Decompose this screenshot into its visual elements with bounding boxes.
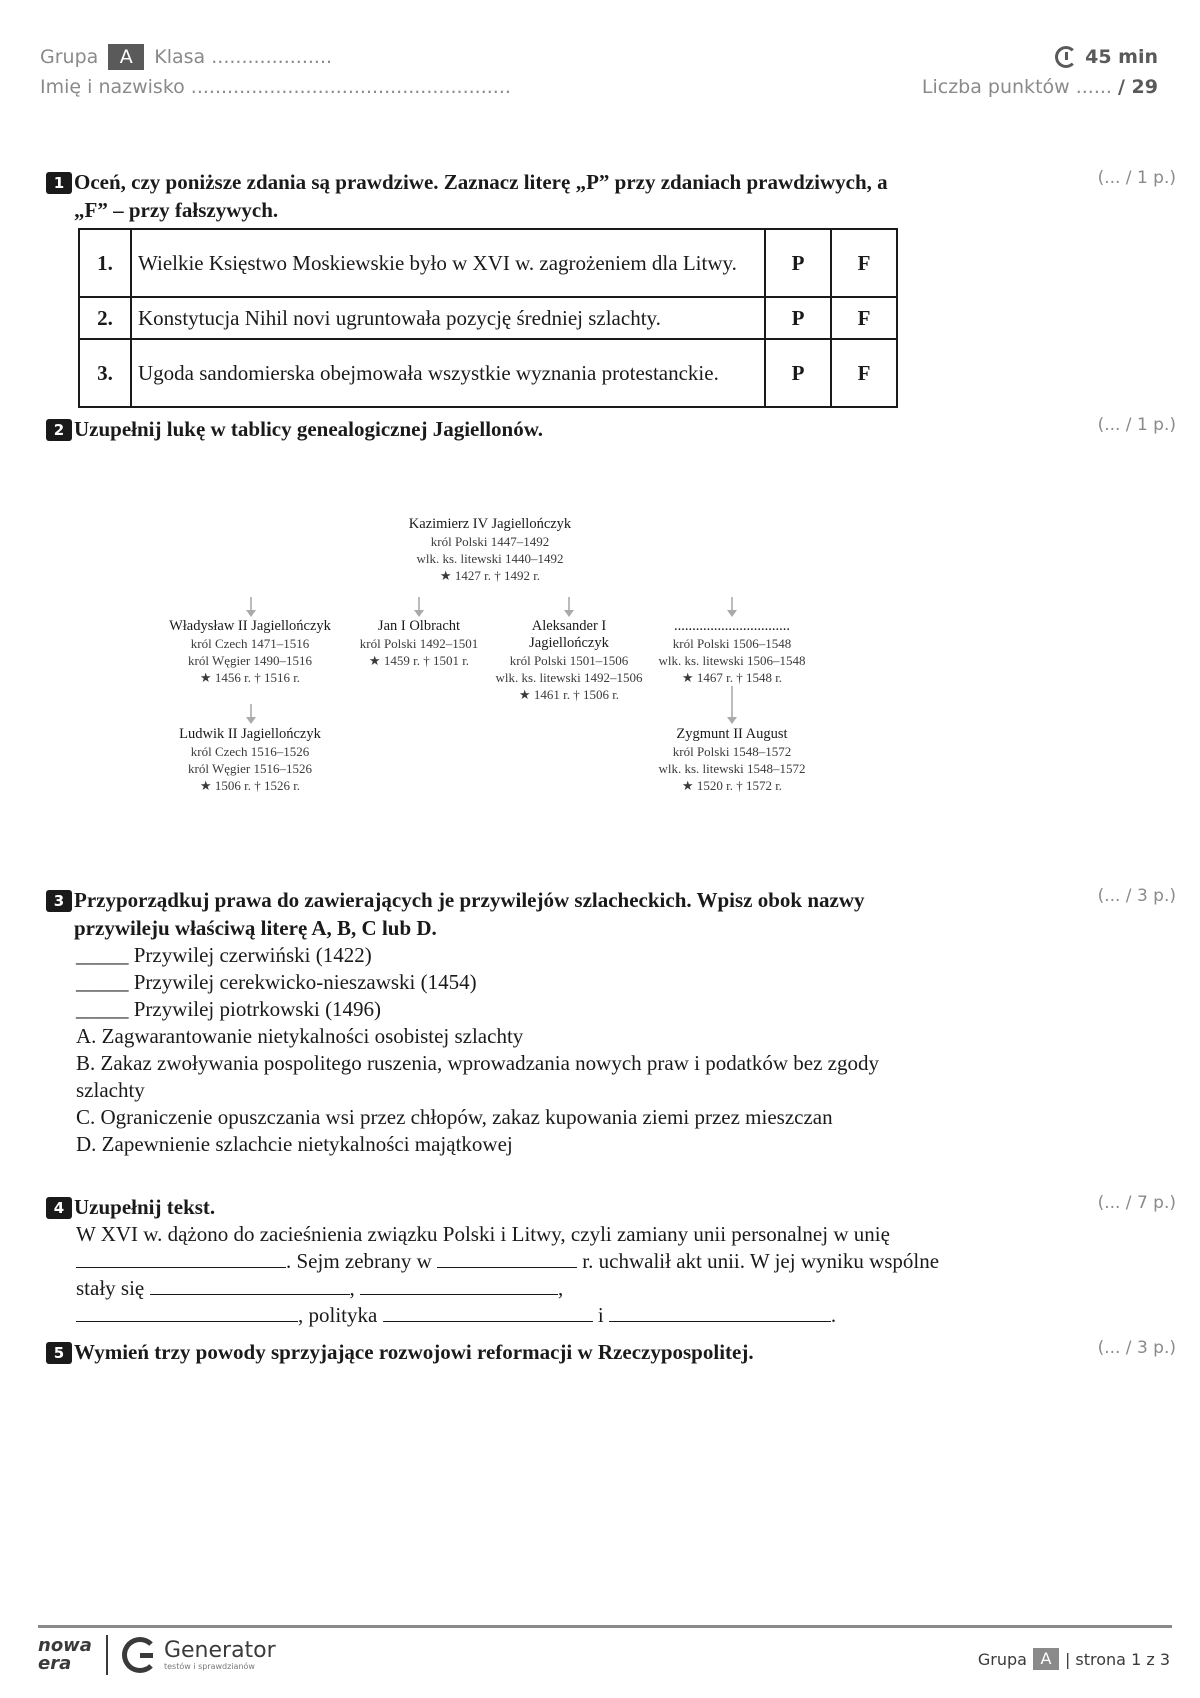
clock-icon xyxy=(1055,46,1077,68)
node-name: Aleksander I Jagiellończyk xyxy=(529,618,609,651)
privilege-item[interactable]: _____ Przywilej piotrkowski (1496) xyxy=(76,997,382,1021)
privilege-item[interactable]: _____ Przywilej czerwiński (1422) xyxy=(76,943,372,967)
task-4 xyxy=(46,1193,1176,1329)
privilege-list xyxy=(76,942,946,1158)
nowa-era-logo xyxy=(38,1637,92,1673)
task-number: 2 xyxy=(46,419,72,441)
node-line: król Polski 1447–1492 xyxy=(430,534,550,549)
time-row xyxy=(922,42,1158,72)
brand-line: era xyxy=(38,1653,72,1674)
text-segment: , xyxy=(349,1276,355,1300)
table-row xyxy=(79,297,897,339)
node-line: król Polski 1492–1501 xyxy=(359,636,479,651)
node-line: ★ 1461 r. † 1506 r. xyxy=(518,687,620,702)
footer-group-label: Grupa xyxy=(977,1649,1027,1669)
true-false-table xyxy=(78,228,898,408)
node-line: król Czech 1516–1526 xyxy=(190,744,310,759)
points-total: / 29 xyxy=(1118,76,1158,98)
node-line: wlk. ks. litewski 1440–1492 xyxy=(416,551,564,566)
option-item: D. Zapewnienie szlachcie nietykalności majątkowej xyxy=(76,1132,513,1156)
task-question: Uzupełnij lukę w tablicy genealogicznej Jagiellonów. xyxy=(74,417,543,441)
node-line: wlk. ks. litewski 1506–1548 xyxy=(658,653,806,668)
arrow-icon xyxy=(731,597,733,611)
footer-logo xyxy=(38,1635,276,1675)
points-label: Liczba punktów ...... xyxy=(921,76,1118,98)
blank-field[interactable] xyxy=(383,1304,593,1322)
time-value: 45 min xyxy=(1085,46,1158,68)
node-line: wlk. ks. litewski 1548–1572 xyxy=(658,761,806,776)
task-score: (... / 1 p.) xyxy=(1097,168,1176,188)
node-line: król Polski 1501–1506 xyxy=(509,653,629,668)
answer-f[interactable]: F xyxy=(831,339,897,407)
points-row xyxy=(922,72,1158,102)
task-1 xyxy=(46,168,1176,408)
header-right xyxy=(922,42,1158,102)
task-5 xyxy=(46,1338,1176,1366)
blank-field[interactable] xyxy=(150,1277,350,1295)
text-segment: , polityka xyxy=(298,1303,378,1327)
row-index: 3. xyxy=(79,339,131,407)
group-badge: A xyxy=(108,44,144,70)
blank-field[interactable] xyxy=(360,1277,558,1295)
generator-subtitle: testów i sprawdzianów xyxy=(163,1661,255,1671)
name-row xyxy=(40,72,511,102)
node-zygmunt-august xyxy=(646,726,818,794)
answer-f[interactable]: F xyxy=(831,297,897,339)
node-line: wlk. ks. litewski 1492–1506 xyxy=(495,670,643,685)
node-line: ★ 1520 r. † 1572 r. xyxy=(681,778,783,793)
footer-divider xyxy=(38,1625,1172,1628)
text-segment: i xyxy=(597,1303,604,1327)
generator-title: Generator xyxy=(163,1637,276,1663)
row-index: 1. xyxy=(79,229,131,297)
row-statement: Konstytucja Nihil novi ugruntowała pozycję średniej szlachty. xyxy=(131,297,765,339)
node-line: ★ 1506 r. † 1526 r. xyxy=(199,778,301,793)
group-row xyxy=(40,42,511,72)
page-number: | strona 1 z 3 xyxy=(1064,1649,1170,1669)
answer-p[interactable]: P xyxy=(765,229,831,297)
node-aleksander xyxy=(492,618,646,703)
task-2 xyxy=(46,415,1176,443)
node-ludwik xyxy=(155,726,345,794)
text-segment: , xyxy=(558,1276,564,1300)
text-segment: . Sejm zebrany w xyxy=(286,1249,432,1273)
arrow-icon xyxy=(568,597,570,611)
footer-page-info xyxy=(978,1648,1170,1670)
node-name: Ludwik II Jagiellończyk xyxy=(179,726,321,742)
node-jan-olbracht xyxy=(350,618,488,669)
footer-group-badge: A xyxy=(1033,1648,1059,1670)
task-number: 3 xyxy=(46,890,72,912)
blank-field[interactable] xyxy=(437,1250,577,1268)
arrow-icon xyxy=(250,597,252,611)
text-segment: W XVI w. dążono do zacieśnienia związku Polski i Litwy, czyli zamiany unii personalnej w unię xyxy=(76,1222,890,1246)
arrow-icon xyxy=(418,597,420,611)
node-line: król Polski 1548–1572 xyxy=(672,744,792,759)
table-row xyxy=(79,229,897,297)
row-statement: Ugoda sandomierska obejmowała wszystkie wyznania protestanckie. xyxy=(131,339,765,407)
task-number: 4 xyxy=(46,1197,72,1219)
task-score: (... / 1 p.) xyxy=(1097,415,1176,435)
gap-blank[interactable]: ................................ xyxy=(674,618,790,634)
answer-p[interactable]: P xyxy=(765,339,831,407)
answer-p[interactable]: P xyxy=(765,297,831,339)
task-question: Uzupełnij tekst. xyxy=(74,1195,216,1219)
privilege-item[interactable]: _____ Przywilej cerekwicko-nieszawski (1454) xyxy=(76,970,477,994)
option-item: A. Zagwarantowanie nietykalności osobistej szlachty xyxy=(76,1024,524,1048)
node-line: król Węgier 1490–1516 xyxy=(188,653,312,668)
blank-field[interactable] xyxy=(76,1250,286,1268)
arrow-icon xyxy=(731,686,733,718)
node-line: ★ 1427 r. † 1492 r. xyxy=(439,568,541,583)
task-score: (... / 3 p.) xyxy=(1097,1338,1176,1358)
text-segment: . xyxy=(830,1303,837,1327)
text-segment: r. uchwalił akt unii. W jej wyniku wspólne stały się xyxy=(76,1249,940,1300)
option-item: C. Ograniczenie opuszczania wsi przez chłopów, zakaz kupowania ziemi przez mieszczan xyxy=(76,1105,833,1129)
answer-f[interactable]: F xyxy=(831,229,897,297)
table-row xyxy=(79,339,897,407)
logo-divider xyxy=(106,1635,108,1675)
task-number: 1 xyxy=(46,172,72,194)
row-statement: Wielkie Księstwo Moskiewskie było w XVI w. zagrożeniem dla Litwy. xyxy=(131,229,765,297)
node-wladyslaw xyxy=(160,618,340,686)
arrow-icon xyxy=(250,704,252,718)
task-question: Przyporządkuj prawa do zawierających je przywilejów szlacheckich. Wpisz obok nazwy przywileju właściwą literę A, B, C lub D. xyxy=(74,888,865,940)
node-name: Władysław II Jagiellończyk xyxy=(169,618,331,634)
blank-field[interactable] xyxy=(609,1304,831,1322)
node-name: Jan I Olbracht xyxy=(377,618,461,634)
fill-text xyxy=(76,1221,952,1329)
task-question: Wymień trzy powody sprzyjające rozwojowi reformacji w Rzeczypospolitej. xyxy=(74,1340,754,1364)
task-question: Oceń, czy poniższe zdania są prawdziwe. Zaznacz literę „P” przy zdaniach prawdziwych, a „F” – przy fałszywych. xyxy=(74,170,888,222)
class-label: Klasa .................... xyxy=(154,46,333,68)
row-index: 2. xyxy=(79,297,131,339)
brand-line: nowa xyxy=(38,1635,92,1656)
header-left xyxy=(40,42,511,102)
node-line: ★ 1456 r. † 1516 r. xyxy=(199,670,301,685)
group-label: Grupa xyxy=(40,46,99,68)
task-score: (... / 7 p.) xyxy=(1097,1193,1176,1213)
node-line: król Węgier 1516–1526 xyxy=(188,761,312,776)
generator-logo-icon xyxy=(122,1637,158,1673)
task-score: (... / 3 p.) xyxy=(1097,886,1176,906)
node-name: Zygmunt II August xyxy=(676,726,788,742)
name-label: Imię i nazwisko ..................................................... xyxy=(40,76,511,98)
task-3 xyxy=(46,886,1176,1158)
task-number: 5 xyxy=(46,1342,72,1364)
node-line: król Czech 1471–1516 xyxy=(190,636,310,651)
option-item: B. Zakaz zwoływania pospolitego ruszenia, wprowadzania nowych praw i podatków bez zgody szlachty xyxy=(76,1051,879,1102)
node-root xyxy=(370,516,610,584)
node-line: król Polski 1506–1548 xyxy=(672,636,792,651)
blank-field[interactable] xyxy=(76,1304,298,1322)
node-line: ★ 1467 r. † 1548 r. xyxy=(681,670,783,685)
node-name: Kazimierz IV Jagiellończyk xyxy=(408,516,572,532)
node-gap[interactable] xyxy=(652,618,812,686)
node-line: ★ 1459 r. † 1501 r. xyxy=(368,653,470,668)
generator-brand xyxy=(158,1637,276,1671)
